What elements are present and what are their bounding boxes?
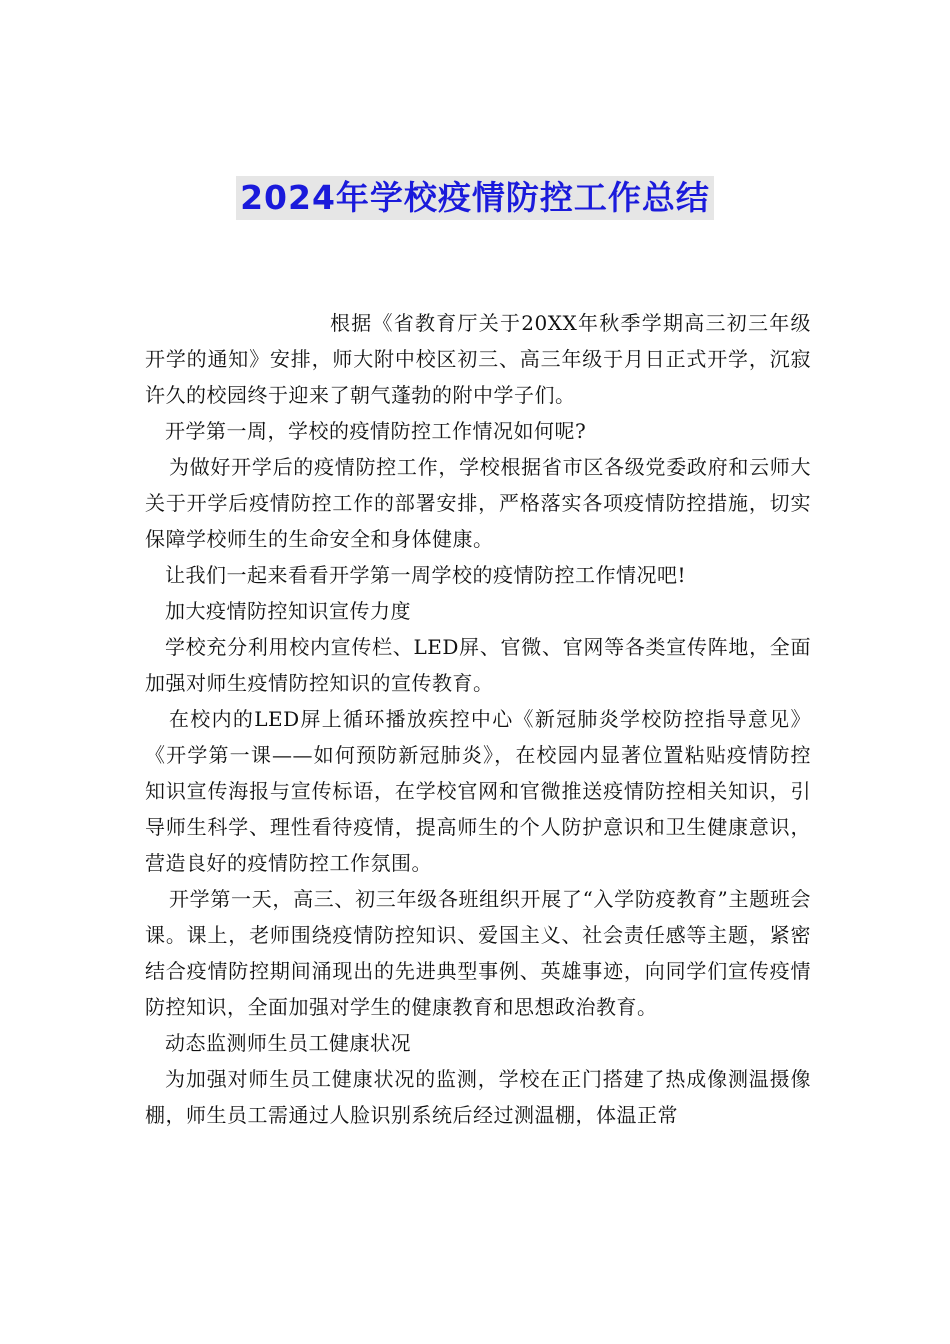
paragraph-intro: 根据《省教育厅关于20XX年秋季学期高三初三年级开学的通知》安排，师大附中校区初三、高三年级于月日正式开学，沉寂许久的校园终于迎来了朝气蓬勃的附中学子们。 [145,311,811,407]
document-title: 2024年学校疫情防控工作总结 [236,176,714,220]
paragraph-class-meeting: 开学第一天，高三、初三年级各班组织开展了“入学防疫教育”主题班会课。课上，老师围绕疫情防控知识、爱国主义、社会责任感等主题，紧密结合疫情防控期间涌现出的先进典型事例、英雄事迹，向同学们宣传疫情防控知识，全面加强对学生的健康教育和思想政治教育。 [145,887,811,1019]
paragraph-publicity: 学校充分利用校内宣传栏、LED屏、官微、官网等各类宣传阵地，全面加强对师生疫情防控知识的宣传教育。 [145,635,811,695]
paragraph-lets-see: 让我们一起来看看开学第一周学校的疫情防控工作情况吧! [165,563,687,587]
paragraph-measures: 为做好开学后的疫情防控工作，学校根据省市区各级党委政府和云师大关于开学后疫情防控工作的部署安排，严格落实各项疫情防控措施，切实保障学校师生的生命安全和身体健康。 [145,455,811,551]
paragraph-monitoring: 为加强对师生员工健康状况的监测，学校在正门搭建了热成像测温摄像棚，师生员工需通过人脸识别系统后经过测温棚，体温正常 [145,1067,811,1127]
paragraph-led-screen: 在校内的LED屏上循环播放疾控中心《新冠肺炎学校防控指导意见》《开学第一课——如何预防新冠肺炎》，在校园内显著位置粘贴疫情防控知识宣传海报与宣传标语，在学校官网和官微推送疫情防控相关知识，引导师生科学、理性看待疫情，提高师生的个人防护意识和卫生健康意识，营造良好的疫情防控工作氛围。 [145,707,811,875]
title-container [0,176,950,220]
paragraph-question: 开学第一周，学校的疫情防控工作情况如何呢? [165,419,587,443]
section-heading-publicity: 加大疫情防控知识宣传力度 [165,599,411,623]
section-heading-monitoring: 动态监测师生员工健康状况 [165,1031,411,1055]
document-body [145,305,811,1133]
